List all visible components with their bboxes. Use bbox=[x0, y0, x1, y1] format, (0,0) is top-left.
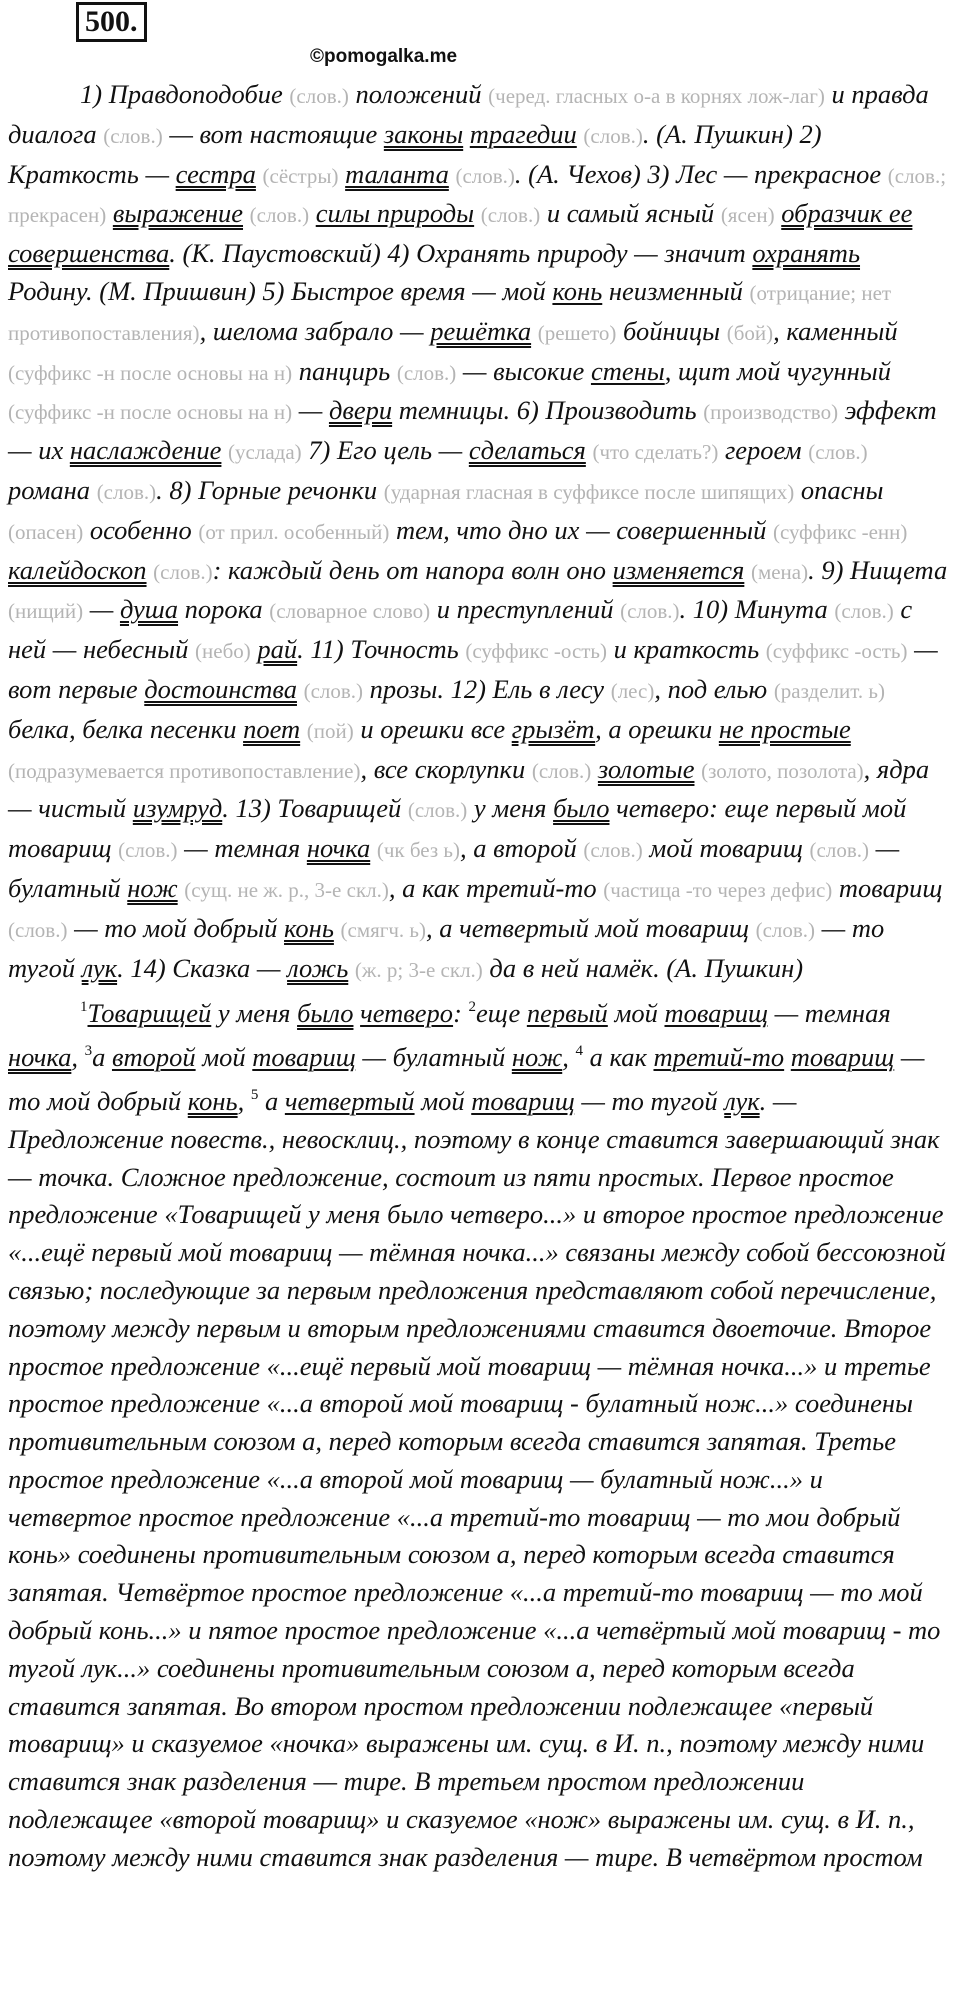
text-segment: 7) Его цель — bbox=[308, 435, 463, 466]
comment: (слов.) bbox=[755, 917, 816, 942]
text-segment: — bbox=[298, 395, 323, 426]
text-segment: мой товарищ bbox=[649, 833, 803, 864]
parsed-text: . bbox=[759, 1085, 767, 1116]
predicate-word: сделаться bbox=[468, 435, 586, 466]
predicate-word: сестра bbox=[175, 158, 256, 189]
text-segment: , а второй bbox=[459, 833, 577, 864]
comment: (суффикс -енн) bbox=[773, 519, 908, 544]
parsed-word: второй bbox=[111, 1042, 196, 1073]
text-segment: , а как третий-то bbox=[388, 872, 597, 903]
text-segment: Родину. (М. Пришвин) 5) Быстрое время — мой bbox=[8, 275, 546, 306]
comment: (суффикс -ость) bbox=[465, 639, 608, 664]
comment: (небо) bbox=[195, 639, 251, 664]
text-segment: — вот первые bbox=[8, 634, 938, 704]
text-segment: , а орешки bbox=[595, 713, 713, 744]
text-segment: — высокие bbox=[462, 355, 585, 386]
parsed-word: конь bbox=[187, 1085, 238, 1116]
comment: (слов.) bbox=[531, 758, 592, 783]
text-segment: опасны bbox=[800, 474, 884, 505]
text-segment: , каменный bbox=[773, 315, 898, 346]
comment: (сущ. не ж. р., 3-е скл.) bbox=[184, 877, 389, 902]
clause-number: 5 bbox=[250, 1086, 259, 1103]
text-segment: с ней — небесный bbox=[8, 594, 913, 665]
comment: (чк без ь) bbox=[376, 838, 460, 863]
comment: (смягч. ь) bbox=[340, 917, 427, 942]
parsed-word: первый bbox=[526, 998, 608, 1029]
text-segment: — вот настоящие bbox=[169, 118, 378, 149]
comment: (слов.) bbox=[834, 599, 894, 624]
comment: (слов.) bbox=[808, 440, 868, 465]
comment: (бой) bbox=[726, 320, 774, 345]
parsed-text: — булатный bbox=[362, 1042, 506, 1073]
predicate-word: изменяется bbox=[612, 554, 745, 585]
comment: (мена) bbox=[750, 559, 809, 584]
comment: (слов.) bbox=[583, 838, 643, 863]
text-segment: и орешки все bbox=[360, 713, 506, 744]
comment: (золото, позолота) bbox=[701, 758, 864, 783]
text-segment: темницы. 6) Производить bbox=[398, 395, 697, 426]
comment: (слов.) bbox=[455, 163, 515, 188]
parsed-text: мой bbox=[614, 998, 658, 1029]
comment: (производство) bbox=[703, 400, 839, 425]
parsed-word: Товарищей bbox=[87, 998, 212, 1029]
parsed-text: : bbox=[453, 998, 469, 1029]
predicate-word: поет bbox=[243, 713, 301, 744]
predicate-word: калейдоскоп bbox=[8, 554, 147, 585]
text-segment: , а четвертый мой товарищ bbox=[426, 912, 749, 943]
comment: (пой) bbox=[306, 718, 354, 743]
predicate-word: ложь bbox=[287, 952, 349, 983]
text-segment: . (А. Пушкин) 2) Краткость — bbox=[8, 118, 822, 189]
text-segment: неизменный bbox=[608, 275, 743, 306]
text-segment: бойницы bbox=[623, 315, 721, 346]
parsing-paragraph bbox=[8, 989, 948, 1876]
watermark: ©pomogalka.me bbox=[310, 46, 458, 67]
predicate-word: нож bbox=[127, 872, 178, 903]
comment: (слов.) bbox=[407, 798, 468, 823]
text-segment: четверо: еще первый мой товарищ bbox=[8, 793, 907, 864]
comment: (от прил. особенный) bbox=[198, 519, 390, 544]
text-segment: прозы. 12) Ель в лесу bbox=[369, 673, 605, 704]
text-segment: эффект — их bbox=[8, 395, 937, 466]
parsed-word: нож bbox=[511, 1042, 563, 1073]
comment: (слов.) bbox=[153, 559, 213, 584]
explanation-text: — Предложение повеств., невосклиц., поэтому в конце ставится завершающий знак — точка. Сложное предложение, состоит из пяти простых. Первое простое предложение «Товарищей у меня было четверо...» и второе простое предложение «...ещё первый мой товарищ — тёмная ночка...» связаны между собой бессоюзной связью; последующие за первым предложения представляют собой перечисление, поэтому между первым и вторым предложениями ставится двоеточие. Второе простое предложение «...ещё первый мой товарищ — тёмная ночка...» и третье простое предложение «...а второй мой товарищ - булатный нож...» соединены противительным союзом а, перед которым всегда ставится запятая. Третье простое предложение «...а второй мой товарищ — булатный нож...» и четвертое простое предложение «...а третий-то товарищ — то мои добрый конь» соединены противительным союзом а, перед которым всегда ставится запятая. Четвёртое простое предложение «...а третий-то товарищ — то мой добрый конь...» и пятое простое предложение «...а четвёртый мой товарищ - то тугой лук...» соединены противительным союзом а, перед которым всегда ставится запятая. Во втором простом предложении подлежащее «первый товарищ» и сказуемое «ночка» выражены им. сущ. в И. п., поэтому между ними ставится знак разделения — тире. В третьем простом предложении подлежащее «второй товарищ» и сказуемое «нож» выражены им. сущ. в И. п., поэтому между ними ставится знак разделения — тире. В четвёртом простом bbox=[8, 1085, 946, 1872]
parsed-word: четвертый bbox=[284, 1085, 415, 1116]
text-segment: романа bbox=[8, 474, 91, 505]
text-segment: тем, что дно их — совершенный bbox=[395, 514, 767, 545]
comment: (слов.) bbox=[583, 123, 643, 148]
comment: (слов.) bbox=[96, 479, 157, 504]
comment: (ударная гласная в суффиксе после шипящих) bbox=[383, 479, 795, 504]
predicate-word: выражение bbox=[112, 198, 244, 229]
comment: (услада) bbox=[228, 440, 302, 465]
parsed-word: товарищ bbox=[252, 1042, 356, 1073]
text-segment: и краткость bbox=[613, 634, 760, 665]
parsed-text: а как bbox=[589, 1042, 647, 1073]
subject-word: силы природы bbox=[315, 198, 475, 229]
comment: (слов.) bbox=[8, 917, 68, 942]
predicate-word: конь bbox=[284, 912, 334, 943]
text-segment: и преступлений bbox=[436, 594, 614, 625]
text-segment: и правда диалога bbox=[8, 79, 929, 149]
comment: (слов.) bbox=[249, 203, 310, 228]
comment: (черед. гласных о-а в корнях лож-лаг) bbox=[488, 84, 825, 108]
comment: (разделит. ь) bbox=[773, 678, 885, 703]
text-segment: особенно bbox=[89, 514, 192, 545]
clause-number: 1 bbox=[80, 999, 88, 1016]
parsed-word: ночка bbox=[8, 1042, 72, 1073]
clause-number: 3 bbox=[84, 1043, 93, 1060]
predicate-word: законы bbox=[383, 118, 464, 149]
predicate-word: было bbox=[553, 793, 610, 824]
comment: (слов.) bbox=[289, 84, 349, 108]
predicate-word: душа bbox=[119, 594, 179, 625]
exercise-number: 500. bbox=[76, 2, 147, 42]
predicate-word: рай bbox=[257, 634, 298, 665]
comment: (решето) bbox=[537, 320, 617, 345]
text-segment: положений bbox=[355, 79, 482, 109]
comment: (что сделать?) bbox=[592, 440, 719, 465]
subject-word: трагедии bbox=[469, 118, 577, 149]
clause-number: 4 bbox=[575, 1043, 583, 1060]
parsed-text: еще bbox=[476, 998, 521, 1029]
text-segment: . (А. Чехов) 3) Лес — прекрасное bbox=[514, 158, 882, 189]
predicate-word: изумруд bbox=[132, 793, 223, 824]
predicate-word: решётка bbox=[430, 315, 532, 346]
comment: (слов.) bbox=[809, 838, 869, 863]
parsed-word: товарищ bbox=[790, 1042, 895, 1073]
parsed-text: — то тугой bbox=[581, 1085, 718, 1116]
comment: (суффикс -ость) bbox=[765, 639, 908, 664]
text-segment: — то тугой bbox=[8, 912, 885, 983]
parsed-text: — темная bbox=[774, 998, 891, 1029]
text-segment: . 11) Точность bbox=[297, 634, 459, 665]
comment: (частица -то через дефис) bbox=[603, 877, 833, 902]
parsed-text: у меня bbox=[217, 998, 291, 1029]
predicate-word: лук bbox=[81, 952, 118, 983]
comment: (сёстры) bbox=[262, 163, 339, 188]
text-segment: — булатный bbox=[8, 833, 900, 903]
parsed-text: , bbox=[562, 1042, 569, 1073]
subject-word: конь bbox=[552, 275, 603, 306]
parsed-text: , bbox=[237, 1085, 245, 1116]
text-segment: . (К. Паустовский) 4) Охранять природу — значит bbox=[169, 238, 746, 269]
parsed-word: третий-то bbox=[653, 1042, 785, 1073]
parsed-text: а bbox=[264, 1085, 279, 1116]
parsed-text: а bbox=[92, 1042, 106, 1073]
exercise-text bbox=[8, 76, 948, 1877]
predicate-word: охранять bbox=[752, 238, 861, 269]
text-segment: и самый ясный bbox=[546, 198, 715, 229]
text-segment: панцирь bbox=[298, 355, 391, 386]
predicate-word: наслаждение bbox=[69, 435, 222, 466]
parsed-word: товарищ bbox=[664, 998, 768, 1029]
comment: (лес) bbox=[610, 678, 655, 703]
comment: (слов.) bbox=[480, 203, 541, 228]
comment: (слов.; прекрасен) bbox=[8, 163, 947, 228]
text-segment: . 8) Горные речонки bbox=[156, 474, 378, 505]
parsed-text: , bbox=[71, 1042, 78, 1073]
predicate-word: двери bbox=[328, 395, 393, 426]
text-segment: : каждый день от напора волн оно bbox=[212, 554, 606, 585]
text-segment: . 10) Минута bbox=[679, 594, 828, 625]
text-segment: — то мой добрый bbox=[74, 912, 278, 943]
predicate-word: не простые bbox=[718, 713, 851, 744]
clause-number: 2 bbox=[468, 999, 477, 1016]
text-segment: , все скорлупки bbox=[360, 753, 526, 784]
comment: (словарное слово) bbox=[269, 599, 431, 624]
comment: (суффикс -н после основы на н) bbox=[8, 400, 293, 425]
predicate-word: золотые bbox=[597, 753, 695, 784]
text-segment: у меня bbox=[473, 793, 547, 824]
exercise-paragraph bbox=[8, 76, 948, 989]
predicate-word: грызёт bbox=[511, 713, 596, 744]
comment: (слов.) bbox=[620, 599, 680, 624]
text-segment: товарищ bbox=[838, 872, 943, 903]
parsed-text: мой bbox=[202, 1042, 246, 1073]
text-segment: да в ней намёк. (А. Пушкин) bbox=[489, 952, 804, 983]
comment: (подразумевается противопоставление) bbox=[8, 758, 361, 783]
subject-word: стены bbox=[590, 355, 665, 386]
parsed-word: товарищ bbox=[471, 1085, 575, 1116]
text-segment: 1) Правдоподобие bbox=[80, 79, 283, 109]
text-segment: , под елью bbox=[654, 673, 768, 704]
predicate-word: достоинства bbox=[144, 673, 297, 704]
comment: (ясен) bbox=[720, 203, 775, 228]
text-segment: — темная bbox=[184, 833, 301, 864]
comment: (суффикс -н после основы на н) bbox=[8, 360, 293, 385]
comment: (слов.) bbox=[103, 123, 163, 148]
text-segment: . 13) Товарищей bbox=[222, 793, 402, 824]
parsed-text: — то мой добрый bbox=[8, 1042, 925, 1116]
comment: (отрицание; нет противопоставления) bbox=[8, 280, 892, 345]
parsed-text: мой bbox=[421, 1085, 465, 1116]
comment: (ж. р; 3-е скл.) bbox=[354, 957, 483, 982]
predicate-word: таланта bbox=[345, 158, 449, 189]
comment: (опасен) bbox=[8, 519, 84, 544]
text-segment: , щит мой чугунный bbox=[664, 355, 892, 386]
text-segment: , шелома забрало — bbox=[199, 315, 424, 346]
parsed-word: лук bbox=[724, 1085, 760, 1116]
text-segment: порока bbox=[184, 594, 263, 625]
predicate-word: ночка bbox=[306, 833, 371, 864]
comment: (нищий) bbox=[8, 599, 84, 624]
text-segment: . 9) Нищета bbox=[808, 554, 948, 585]
text-segment: — bbox=[89, 594, 114, 625]
comment: (слов.) bbox=[118, 838, 178, 863]
text-segment: героем bbox=[724, 435, 802, 466]
text-segment: белка, белка песенки bbox=[8, 713, 237, 744]
comment: (слов.) bbox=[396, 360, 457, 385]
text-segment: , ядра — чистый bbox=[8, 753, 930, 824]
text-segment: . 14) Сказка — bbox=[117, 952, 281, 983]
parsed-word: четверо bbox=[360, 998, 454, 1029]
predicate-word: образчик ее совершенства bbox=[8, 198, 913, 269]
comment: (слов.) bbox=[303, 678, 364, 703]
parsed-word: было bbox=[297, 998, 354, 1029]
